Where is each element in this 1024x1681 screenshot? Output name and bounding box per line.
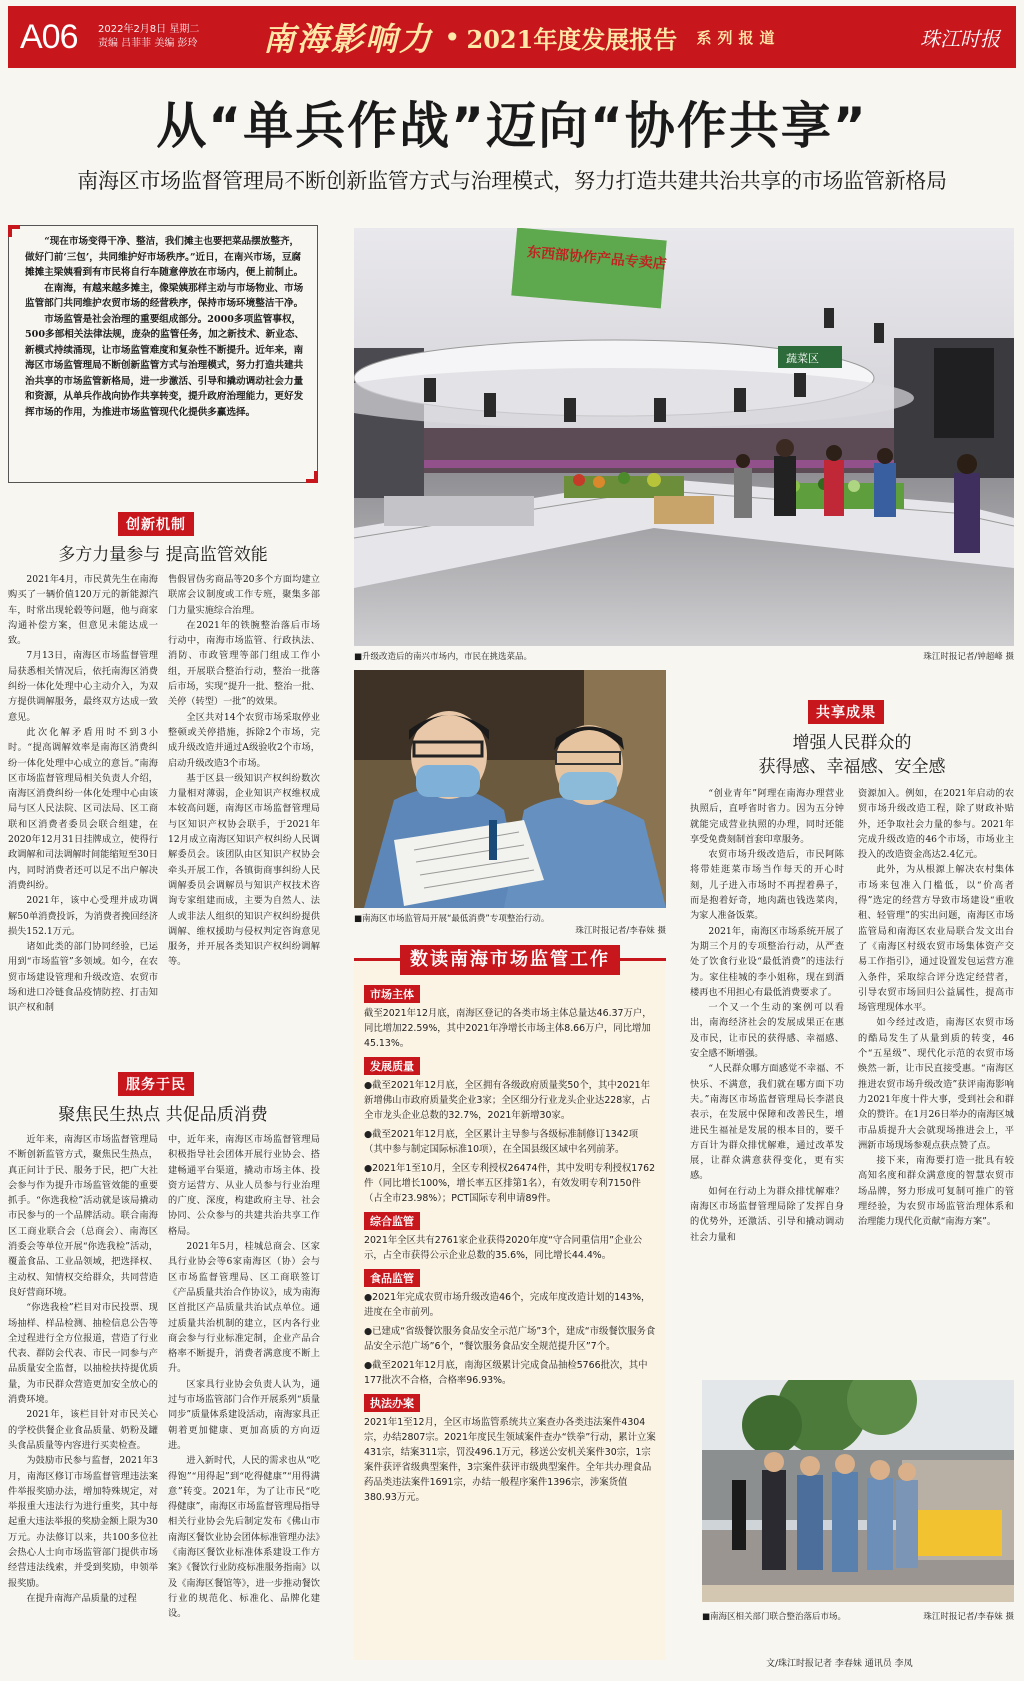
vegetable-area-sign: 蔬菜区 <box>786 352 819 365</box>
photo-caption-street <box>702 1610 1014 1622</box>
article-paragraph: 资源加入。例如，在2021年启动的农贸市场升级改造工程，除了财政补贴外，还争取社会力量的参与。2021年完成升级改造的46个市场，市场业主投入的改造资金高达2.4亿元。 <box>858 788 1014 861</box>
data-item: ●截至2021年12月底，全区拥有各级政府质量奖50个，其中2021年新增佛山市政府质量奖企业3家；全区细分行业龙头企业达228家，占全市龙头企业总数的32.7%，2021年新增30家。 <box>364 1080 651 1121</box>
intro-paragraph: 在南海，有越来越多摊主，像梁姨那样主动与市场物业、市场监管部门共同维护农贸市场的经营秩序，保持市场环境整洁干净。 <box>25 282 304 309</box>
data-section-label: 执法办案 <box>364 1394 420 1412</box>
article-paragraph: 全区共对14个农贸市场采取停业整顿或关停措施，拆除2个市场，完成升级改造并通过A级验收2个市场，启动升级改造3个市场。 <box>168 711 320 769</box>
brand-separator: • <box>444 20 461 54</box>
section-title-results-line1: 增强人民群众的 <box>792 733 912 753</box>
article-byline: 文/珠江时报记者 李春妹 通讯员 李凤 <box>766 1659 913 1669</box>
article-paragraph: 进入新时代，人民的需求也从“吃得饱”“用得起”到“吃得健康”“用得满意”转变。2021年，为了让市民“吃得健康”，南海区市场监督管理局指导相关行业协会先后制定发布《佛山市南海区餐饮业协会团体标准管理办法》《南海区餐饮业标准体系建设工作方案》《餐饮行业防疫标准服务指南》以及《南海区餐馆等》，进一步推动餐饮行业的规范化、标准化、品牌化建设。 <box>168 1455 320 1620</box>
article-paragraph: 在提升南海产品质量的过程 <box>26 1592 137 1604</box>
article-paragraph: 为鼓励市民参与监督，2021年3月，南海区修订市场监督管理违法案件举报奖励办法，增加特殊规定，对举报重大违法行为进行重奖，其中每起重大违法举报的奖励金额上限为30万元。办法修订以来，共100多位社会热心人士向市场监管部门提供市场经营违法线索，并受到奖励，申领举报奖励。 <box>8 1455 158 1589</box>
series-label: 系列报道 <box>696 28 781 47</box>
inspection-photo <box>354 670 666 908</box>
section-title-results-line2: 获得感、幸福感、安全感 <box>758 757 946 777</box>
report-title: 2021年度发展报告 <box>466 24 678 54</box>
section-tag-service: 服务于民 <box>118 1072 194 1096</box>
article-paragraph: 2021年4月，市民黄先生在南海购买了一辆价值120万元的新能源汽车，时常出现轮毂等问题，他与商家沟通补偿方案，但意见未能达成一致。 <box>8 574 158 647</box>
data-section-label: 综合监管 <box>364 1212 420 1230</box>
box-corner-decoration <box>8 225 20 237</box>
section-title-service: 聚焦民生热点 共促品质消费 <box>58 1105 268 1125</box>
data-section-enforcement <box>354 1388 666 1505</box>
intro-paragraph: 市场监管是社会治理的重要组成部分。2000多项监管事权，500多部相关法律法规，庞杂的监管任务，加之新技术、新业态、新模式持续涌现，让市场监管难度和复杂性不断提升。近年来，南海区市场监管理局不断创新监管方式与治理模式，努力打造共建共治共享的市场监管新格局，进一步激活、引导和撬动调动社会力量和资源，从单兵作战向协作共享转变，提升政府治理能力，更好发挥市场的作用，为推进市场监管现代化提供多赢选择。 <box>25 313 305 418</box>
column-brand: 南海影响力 <box>262 20 433 58</box>
article-paragraph: 2021年，该中心受理并成功调解50单消费投诉，为消费者挽回经济损失152.1万元。 <box>8 895 158 937</box>
data-section-supervision <box>354 1206 666 1263</box>
photo-credit: 珠江时报记者/李春妹 摄 <box>575 926 666 936</box>
photo-credit: 珠江时报记者/李春妹 摄 <box>923 1612 1014 1622</box>
box-corner-decoration <box>306 471 318 483</box>
article-paragraph: 如何在行动上为群众排忧解难？南海区市场监督管理局除了发挥自身的优势外，还激活、引导和撬动调动社会力量和 <box>690 1185 844 1243</box>
section-tag-innovation: 创新机制 <box>118 512 194 536</box>
article-paragraph: “你选我检”栏目对市民投票、现场抽样、样品检测、抽检信息公告等全过程进行全方位报道，营造了行业代表、群防会代表、市民一同参与产品质量安全监督，以抽检扶持提优质量，为市民群众营造更加安全放心的消费环境。 <box>8 1302 158 1406</box>
photo-caption-market <box>354 650 1014 662</box>
issue-date-block <box>98 23 258 51</box>
data-item: 2021年1至12月，全区市场监管系统共立案查办各类违法案件4304宗，办结2807宗。2021年度民生领域案件查办“铁拳”行动，累计立案431宗，结案311宗，罚没496.1万元，移送公安机关案件30宗，1宗案件获评省级典型案件，3宗案件获评市级典型案件。全年共办理食品药品类违法案件1691宗，办结一般程序案件1396宗，涉案货值380.93万元。 <box>364 1417 656 1503</box>
article-column <box>168 572 320 1027</box>
editors-credit: 责编 吕菲菲 美编 彭玲 <box>98 38 198 49</box>
article-paragraph: “创业青年”阿理在南海办理营业执照后，直呼省时省力。因为五分钟就能完成营业执照的办理，同时还能享受免费刻制首套印章服务。 <box>690 788 844 845</box>
data-item: 截至2021年12月底，南海区登记的各类市场主体总量达46.37万户，同比增加22.59%，其中2021年净增长市场主体8.66万户，同比增加45.13%。 <box>364 1008 652 1049</box>
data-item: ●截至2021年12月底，全区累计主导参与各级标准制修订1342项（其中参与制定国际标准10项），在全国县级区域中名列前茅。 <box>364 1129 639 1155</box>
issue-date: 2022年2月8日 星期二 <box>98 24 200 35</box>
data-item: ●2021年1至10月，全区专利授权26474件，其中发明专利授权1762件（同比增长100%，增长率五区排第1名），有效发明专利7150件（占全市23.98%）；PCT国际专利申请89件。 <box>364 1163 656 1204</box>
data-item: ●截至2021年12月底，南海区级累计完成食品抽检5766批次，其中177批次不合格，合格率96.93%。 <box>364 1360 648 1386</box>
article-paragraph: 近年来，南海区市场监督管理局不断创新监管方式，聚焦民生热点，真正问计于民、服务于民，把广大社会参与作为提升市场监管效能的重要抓手。“你选我检”活动就是该局撬动市民参与的一个品牌活动。联合南海区工商业联合会（总商会）、南海区消委会等单位开展“你选我检”活动，覆盖食品、工业品领域，把选择权、主动权、知情权交给群众，共同营造良好营商环境。 <box>8 1134 158 1298</box>
article-paragraph: 此外，为从根源上解决农村集体市场来包准入门槛低，以“价高者得”选定的经营方导致市场建设“重收租、轻管理”的实出问题，南海区市场监管局和南海区农业局联合发文出台了《南海区村级农贸市场集体资产交易工作指引》，通过设置发包运营方准入条件，采取综合评分选定经营者，引导农贸市场回归公益属性，提高市场管理现体水平。 <box>858 864 1014 1014</box>
article-paragraph: 诸如此类的部门协同经验，已运用到“市场监管”多领域。如今，在农贸市场建设管理和升级改造、农贸市场和进口冷链食品疫情防控、打击知识产权和制 <box>8 941 158 1014</box>
article-paragraph: 中，近年来，南海区市场监督管理局积极指导社会团体开展行业协会、搭建畅通平台渠道，撬动市场主体、投资方运营方、从业人员参与行业治理的广度、深度，构建政府主导、社会协同、公众参与的共建共治共享工作格局。 <box>168 1134 320 1237</box>
article-column <box>168 1132 320 1672</box>
data-box-title: 数读南海市场监管工作 <box>400 945 620 975</box>
intro-box <box>8 225 318 483</box>
street-inspection-image <box>702 1380 1014 1602</box>
article-paragraph: 区家具行业协会负责人认为，通过与市场监管部门合作开展系列“质量同步”质量体系建设活动，南海家具正朝着更加健康、更加高质的方向迈进。 <box>168 1378 320 1451</box>
masthead-banner <box>8 6 1016 68</box>
article-paragraph: 在2021年的铁腕整治落后市场行动中，南海市场监管、行政执法、消防、市政管理等部门组成工作小组，开展联合整治行动，整治一批落后市场，实现“提升一批、整治一批、关停（转型）一批”的效果。 <box>168 619 320 708</box>
page-headline: 从“单兵作战”迈向“协作共享” <box>156 97 868 155</box>
data-section-label: 食品监管 <box>364 1269 420 1287</box>
article-paragraph: 接下来，南海要打造一批具有较高知名度和群众满意度的智慧农贸市场品牌，努力形成可复制可推广的管理经验，为农贸市场监管治理体系和治理能力现代化贡献“南海方案”。 <box>858 1155 1014 1228</box>
caption-text: ■南海区市场监管局开展“最低消费”专项整治行动。 <box>354 914 550 924</box>
article-column <box>690 786 844 1356</box>
data-section-label: 发展质量 <box>364 1057 420 1075</box>
market-photo <box>354 228 1014 646</box>
data-item: ●2021年完成农贸市场升级改造46个，完成年度改造计划的143%，进度在全市前列。 <box>364 1292 651 1318</box>
article-paragraph: 此次化解矛盾用时不到3小时。“提高调解效率是南海区消费纠纷一体化处理中心成立的意旨。”南海区市场监督管理局相关负责人介绍，南海区消费纠纷一体化处理中心由该局与区人民法院、区司法局、区工商联和区消费者委员会联合组建，在2020年12月31日挂牌成立，使得行政调解和司法调解时间能缩短至30日内，同时消费者还可以足不出户解决消费纠纷。 <box>8 726 158 891</box>
intro-paragraph: “现在市场变得干净、整洁，我们摊主也要把菜品摆放整齐，做好门前‘三包’，共同维护好市场秩序。”近日，在南兴市场，豆腐摊摊主梁姨看到有市民将自行车随意停放在市场内，便上前制止。 <box>25 236 304 278</box>
article-paragraph: 一个又一个生动的案例可以看出，南海经济社会的发展成果正在惠及市民，让市民的获得感、幸福感、安全感不断增强。 <box>690 1002 844 1060</box>
data-item: 2021年全区共有2761家企业获得2020年度“守合同重信用”企业公示，占全市获得公示企业总数的35.6%，同比增长44.4%。 <box>364 1235 643 1261</box>
page-number: A06 <box>20 17 78 56</box>
section-title-innovation: 多方力量参与 提高监管效能 <box>58 545 268 565</box>
article-paragraph: 农贸市场升级改造后，市民阿陈将带娃逛菜市场当作每天的开心时刻，儿子进入市场时不再捏着鼻子，而是抱着好奇，地肉蔬也钱选菜肉，为家人准备饭菜。 <box>690 849 844 922</box>
article-column <box>8 572 158 1027</box>
data-summary-box <box>354 949 666 1660</box>
article-paragraph: 2021年，南海区市场系统开展了为期三个月的专项整治行动，从严查处了饮食行业设“最低消费”的违法行为。家住桂城的李小姐称，现在到酒楼再也不用担心有最低消费要求了。 <box>690 925 844 998</box>
data-section-quality <box>354 1051 666 1206</box>
article-paragraph: 2021年5月，桂城总商会、区家具行业协会等6家南海区（协）会与区市场监督管理局、区工商联签订《产品质量共治合作协议》，成为南海区首批区产品质量共治试点单位。通过质量共治机制的建立，区内各行业商会参与行业标准定制，企业产品合格率不断提升，消费者满意度不断上升。 <box>168 1241 320 1375</box>
article-column <box>8 1132 158 1672</box>
newspaper-logo: 珠江时报 <box>920 26 1000 51</box>
street-market-photo <box>702 1380 1014 1602</box>
photo-caption-inspection <box>354 912 666 936</box>
article-paragraph: 如今经过改造，南海区农贸市场的酷局发生了从量到质的转变，46个“五星级”、现代化示范的农贸市场焕然一新，让市民直接受惠。“南海区推进农贸市场升级改造”获评南海影响力2021年度十件大事，受到社会和群众的赞许。在1月26日举办的南海区城市品质提升大会就现场推进会上，平洲新市场现场参观点获点赞了点。 <box>858 1017 1014 1151</box>
section-tag-results: 共享成果 <box>808 700 884 724</box>
page-subheadline: 南海区市场监督管理局不断创新监管方式与治理模式，努力打造共建共治共享的市场监管新格局 <box>77 169 947 193</box>
article-paragraph: 2021年，该栏目针对市民关心的学校供餐企业食品质量、奶粉及罐头食品质量等内容进行买卖检查。 <box>8 1409 158 1451</box>
shop-sign-text: 东西部协作产品专卖店 <box>526 244 668 273</box>
article-paragraph: “人民群众哪方面感觉不幸福、不快乐、不满意，我们就在哪方面下功夫。”南海区市场监督管理局长李湛良表示，在发展中保障和改善民生，增进民生福祉是发展的根本目的，要千方百计为群众排忧解难，通过改革发展，让群众满意获得变化，更有实感。 <box>690 1063 844 1182</box>
data-section-label: 市场主体 <box>364 985 420 1003</box>
article-column <box>858 786 1014 1356</box>
inspectors-image <box>354 670 666 908</box>
article-paragraph: 售假冒伪劣商品等20多个方面均建立联席会议制度或工作专班，聚集多部门力量实施综合治理。 <box>168 574 320 616</box>
data-section-market-entities <box>354 979 666 1051</box>
data-item: ●已建成“省级餐饮服务食品安全示范广场”3个，建成“市级餐饮服务食品安全示范广场”6个，“餐饮服务食品安全规范提升区”7个。 <box>364 1326 656 1352</box>
data-section-food <box>354 1263 666 1388</box>
photo-credit: 珠江时报记者/钟超峰 摄 <box>923 652 1014 662</box>
market-interior-image <box>354 228 1014 646</box>
caption-text: ■南海区相关部门联合整治落后市场。 <box>702 1612 847 1622</box>
caption-text: ■升级改造后的南兴市场内，市民在挑选菜品。 <box>354 652 533 662</box>
article-paragraph: 7月13日，南海区市场监督管理局获悉相关情况后，依托南海区消费纠纷一体化处理中心主动介入，为双方提供调解服务，最终双方达成一致意见。 <box>8 650 158 723</box>
article-paragraph: 基于区县一级知识产权纠纷数次力量相对薄弱，企业知识产权维权成本较高问题，南海区市场监督管理局与区知识产权协会联手，于2021年12月成立南海区知识产权纠纷人民调解委员会。该团队由区知识产权协会牵头开展工作，各镇街商事纠纷人民调解委员会调解员与知识产权技术咨询专家组建而成，主要为自然人、法人或非法人组织的知识产权纠纷提供调解、维权援助与侵权判定咨询意见服务，并开展各类知识产权纠纷调解等。 <box>168 772 320 968</box>
